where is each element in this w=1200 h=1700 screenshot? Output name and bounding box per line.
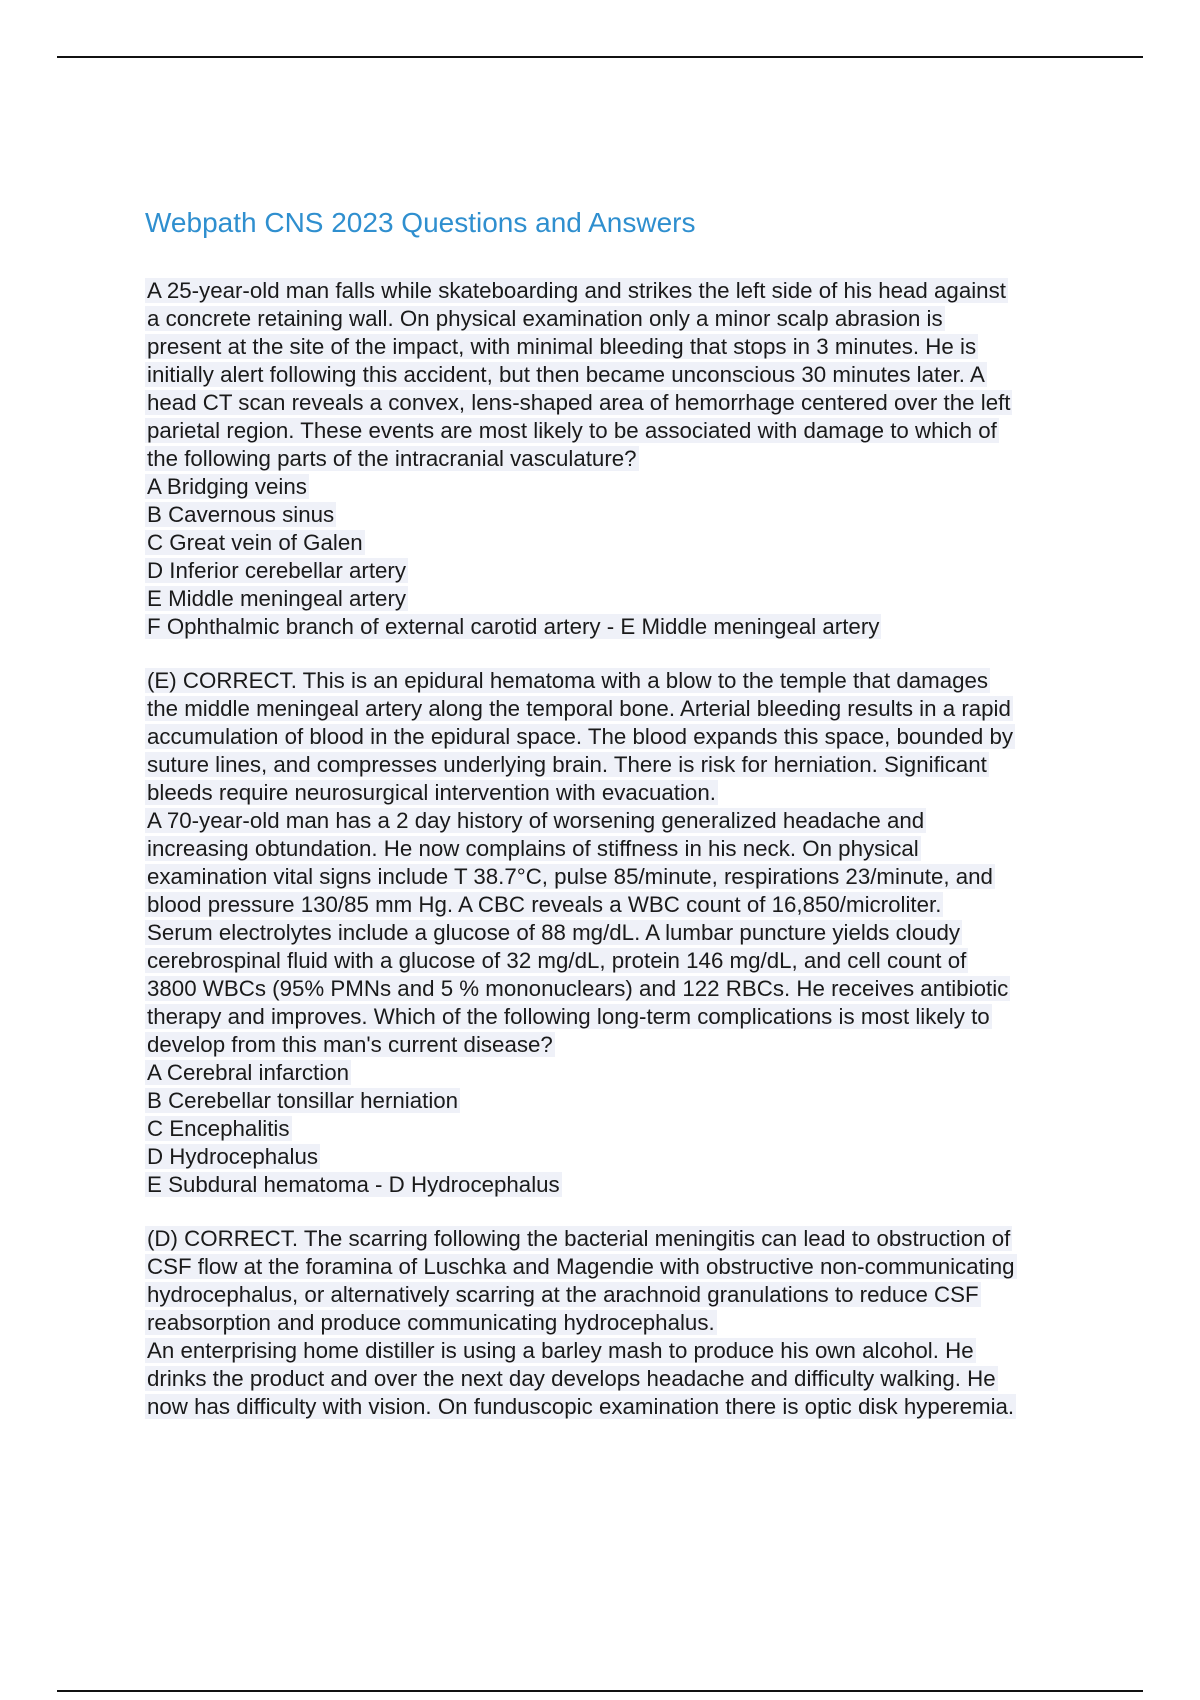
top-rule <box>57 56 1143 58</box>
stem-line: blood pressure 130/85 mm Hg. A CBC reveals a WBC count of 16,850/microliter. <box>147 892 942 917</box>
bottom-rule <box>57 1690 1143 1692</box>
explanation-line: reabsorption and produce communicating hydrocephalus. <box>147 1310 715 1335</box>
answer-option-with-answer: F Ophthalmic branch of external carotid artery - E Middle meningeal artery <box>147 614 880 639</box>
answer-option: A Bridging veins <box>147 474 307 499</box>
question-1-stem <box>145 277 1090 473</box>
document-title: Webpath CNS 2023 Questions and Answers <box>145 207 696 238</box>
stem-line: A 25-year-old man falls while skateboarding and strikes the left side of his head against <box>147 278 1006 303</box>
question-2 <box>145 807 1090 1337</box>
stem-line: develop from this man's current disease? <box>147 1032 553 1057</box>
stem-line: head CT scan reveals a convex, lens-shaped area of hemorrhage centered over the left <box>147 390 1011 415</box>
answer-option: E Middle meningeal artery <box>147 586 407 611</box>
answer-option: B Cerebellar tonsillar herniation <box>147 1088 459 1113</box>
answer-option: A Cerebral infarction <box>147 1060 350 1085</box>
stem-line: now has difficulty with vision. On funduscopic examination there is optic disk hyperemia. <box>147 1394 1015 1419</box>
answer-option: B Cavernous sinus <box>147 502 335 527</box>
explanation-line: accumulation of blood in the epidural space. The blood expands this space, bounded by <box>147 724 1014 749</box>
stem-line: parietal region. These events are most likely to be associated with damage to which of <box>147 418 997 443</box>
explanation-line: bleeds require neurosurgical intervention with evacuation. <box>147 780 716 805</box>
document-body <box>145 203 1090 1421</box>
explanation-line: the middle meningeal artery along the temporal bone. Arterial bleeding results in a rapid <box>147 696 1011 721</box>
question-3 <box>145 1337 1090 1421</box>
explanation-line: hydrocephalus, or alternatively scarring at the arachnoid granulations to reduce CSF <box>147 1282 979 1307</box>
stem-line: present at the site of the impact, with minimal bleeding that stops in 3 minutes. He is <box>147 334 977 359</box>
stem-line: cerebrospinal fluid with a glucose of 32 mg/dL, protein 146 mg/dL, and cell count of <box>147 948 967 973</box>
explanation-line: suture lines, and compresses underlying brain. There is risk for herniation. Significant <box>147 752 987 777</box>
stem-line: initially alert following this accident, but then became unconscious 30 minutes later. A <box>147 362 985 387</box>
question-1 <box>145 277 1090 807</box>
explanation-line: (E) CORRECT. This is an epidural hematoma with a blow to the temple that damages <box>147 668 989 693</box>
stem-line: the following parts of the intracranial vasculature? <box>147 446 637 471</box>
stem-line: An enterprising home distiller is using a barley mash to produce his own alcohol. He <box>147 1338 974 1363</box>
explanation-line: (D) CORRECT. The scarring following the bacterial meningitis can lead to obstruction of <box>147 1226 1011 1251</box>
stem-line: examination vital signs include T 38.7°C, pulse 85/minute, respirations 23/minute, and <box>147 864 993 889</box>
answer-option: D Hydrocephalus <box>147 1144 319 1169</box>
stem-line: A 70-year-old man has a 2 day history of worsening generalized headache and <box>147 808 925 833</box>
answer-option: C Great vein of Galen <box>147 530 363 555</box>
stem-line: therapy and improves. Which of the following long-term complications is most likely to <box>147 1004 990 1029</box>
question-1-explanation <box>145 667 1090 807</box>
stem-line: drinks the product and over the next day develops headache and difficulty walking. He <box>147 1366 996 1391</box>
stem-line: increasing obtundation. He now complains of stiffness in his neck. On physical <box>147 836 919 861</box>
answer-option-with-answer: E Subdural hematoma - D Hydrocephalus <box>147 1172 560 1197</box>
explanation-line: CSF flow at the foramina of Luschka and Magendie with obstructive non-communicating <box>147 1254 1015 1279</box>
answer-option: C Encephalitis <box>147 1116 290 1141</box>
question-2-options <box>145 1059 1090 1199</box>
stem-line: Serum electrolytes include a glucose of 88 mg/dL. A lumbar puncture yields cloudy <box>147 920 961 945</box>
question-2-stem <box>145 807 1090 1059</box>
question-3-stem <box>145 1337 1090 1421</box>
question-1-options <box>145 473 1090 641</box>
answer-option: D Inferior cerebellar artery <box>147 558 406 583</box>
question-2-explanation <box>145 1225 1090 1337</box>
stem-line: 3800 WBCs (95% PMNs and 5 % mononuclears) and 122 RBCs. He receives antibiotic <box>147 976 1009 1001</box>
stem-line: a concrete retaining wall. On physical examination only a minor scalp abrasion is <box>147 306 943 331</box>
